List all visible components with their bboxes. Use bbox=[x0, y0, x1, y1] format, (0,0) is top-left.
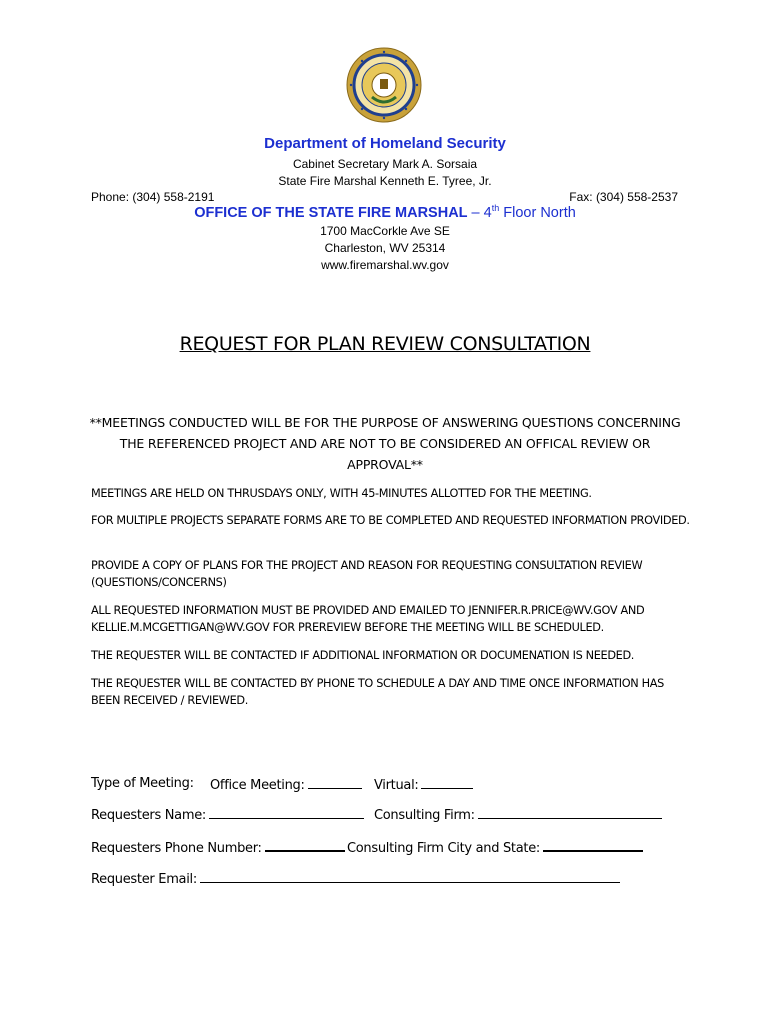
requesters-phone-label: Requesters Phone Number: bbox=[91, 841, 262, 856]
consulting-firm-city-state-field[interactable] bbox=[347, 838, 643, 856]
requester-email-field[interactable] bbox=[91, 870, 620, 887]
office-floor-prefix: – 4 bbox=[467, 205, 492, 221]
requester-email-blank[interactable] bbox=[200, 870, 620, 883]
consulting-firm-city-state-label: Consulting Firm City and State: bbox=[347, 841, 540, 856]
consulting-firm-field[interactable] bbox=[374, 806, 662, 823]
requesters-phone-field[interactable] bbox=[91, 838, 345, 856]
office-floor-sup: th bbox=[491, 203, 500, 214]
requesters-name-field[interactable] bbox=[91, 806, 364, 823]
website-link[interactable]: www.firemarshal.wv.gov bbox=[321, 258, 449, 272]
virtual-label: Virtual: bbox=[374, 778, 419, 793]
meeting-notice: **MEETINGS CONDUCTED WILL BE FOR THE PURPOSE OF ANSWERING QUESTIONS CONCERNING THE REFERENCED PROJECT AND ARE NOT TO BE CONSIDERED AN OFFICAL REVIEW OR APPROVAL** bbox=[89, 415, 681, 472]
address-line-2: Charleston, WV 25314 bbox=[324, 241, 446, 255]
instruction-paragraph: THE REQUESTER WILL BE CONTACTED IF ADDITIONAL INFORMATION OR DOCUMENATION IS NEEDED. bbox=[91, 649, 635, 662]
cabinet-secretary: Cabinet Secretary Mark A. Sorsaia bbox=[292, 157, 478, 171]
requesters-phone-blank[interactable] bbox=[265, 838, 345, 852]
instruction-paragraph: PROVIDE A COPY OF PLANS FOR THE PROJECT AND REASON FOR REQUESTING CONSULTATION REVIEW (QUESTIONS/CONCERNS) bbox=[91, 559, 643, 589]
instruction-paragraph: THE REQUESTER WILL BE CONTACTED BY PHONE TO SCHEDULE A DAY AND TIME ONCE INFORMATION HAS BEEN RECEIVED / REVIEWED. bbox=[91, 677, 664, 707]
state-seal-icon bbox=[346, 47, 422, 123]
phone-number: Phone: (304) 558-2191 bbox=[91, 190, 215, 204]
requester-email-label: Requester Email: bbox=[91, 872, 197, 887]
department-name: Department of Homeland Security bbox=[264, 135, 506, 152]
form-title: REQUEST FOR PLAN REVIEW CONSULTATION bbox=[179, 333, 591, 355]
office-floor-suffix: Floor North bbox=[499, 205, 576, 221]
office-meeting-field[interactable] bbox=[210, 776, 362, 793]
state-fire-marshal: State Fire Marshal Kenneth E. Tyree, Jr. bbox=[278, 174, 492, 188]
office-name: OFFICE OF THE STATE FIRE MARSHAL bbox=[194, 205, 468, 221]
consulting-firm-label: Consulting Firm: bbox=[374, 808, 475, 823]
instruction-paragraph: ALL REQUESTED INFORMATION MUST BE PROVIDED AND EMAILED TO JENNIFER.R.PRICE@WV.GOV AND KELLIE.M.MCGETTIGAN@WV.GOV FOR PREREVIEW BEFORE THE MEETING WILL BE SCHEDULED. bbox=[91, 604, 645, 634]
requesters-name-blank[interactable] bbox=[209, 806, 364, 819]
instruction-paragraph: FOR MULTIPLE PROJECTS SEPARATE FORMS ARE TO BE COMPLETED AND REQUESTED INFORMATION PROVIDED. bbox=[91, 514, 690, 527]
instruction-paragraph: MEETINGS ARE HELD ON THRUSDAYS ONLY, WITH 45-MINUTES ALLOTTED FOR THE MEETING. bbox=[91, 487, 592, 500]
requesters-name-label: Requesters Name: bbox=[91, 808, 206, 823]
virtual-field[interactable] bbox=[374, 776, 473, 793]
type-of-meeting-label: Type of Meeting: bbox=[91, 776, 194, 791]
office-meeting-blank[interactable] bbox=[308, 776, 362, 789]
consulting-firm-blank[interactable] bbox=[478, 806, 662, 819]
fax-number: Fax: (304) 558-2537 bbox=[569, 190, 678, 204]
virtual-blank[interactable] bbox=[421, 776, 473, 789]
office-meeting-label: Office Meeting: bbox=[210, 778, 305, 793]
office-name-line bbox=[0, 205, 770, 221]
consulting-firm-city-state-blank[interactable] bbox=[543, 838, 643, 852]
address-line-1: 1700 MacCorkle Ave SE bbox=[320, 224, 450, 238]
